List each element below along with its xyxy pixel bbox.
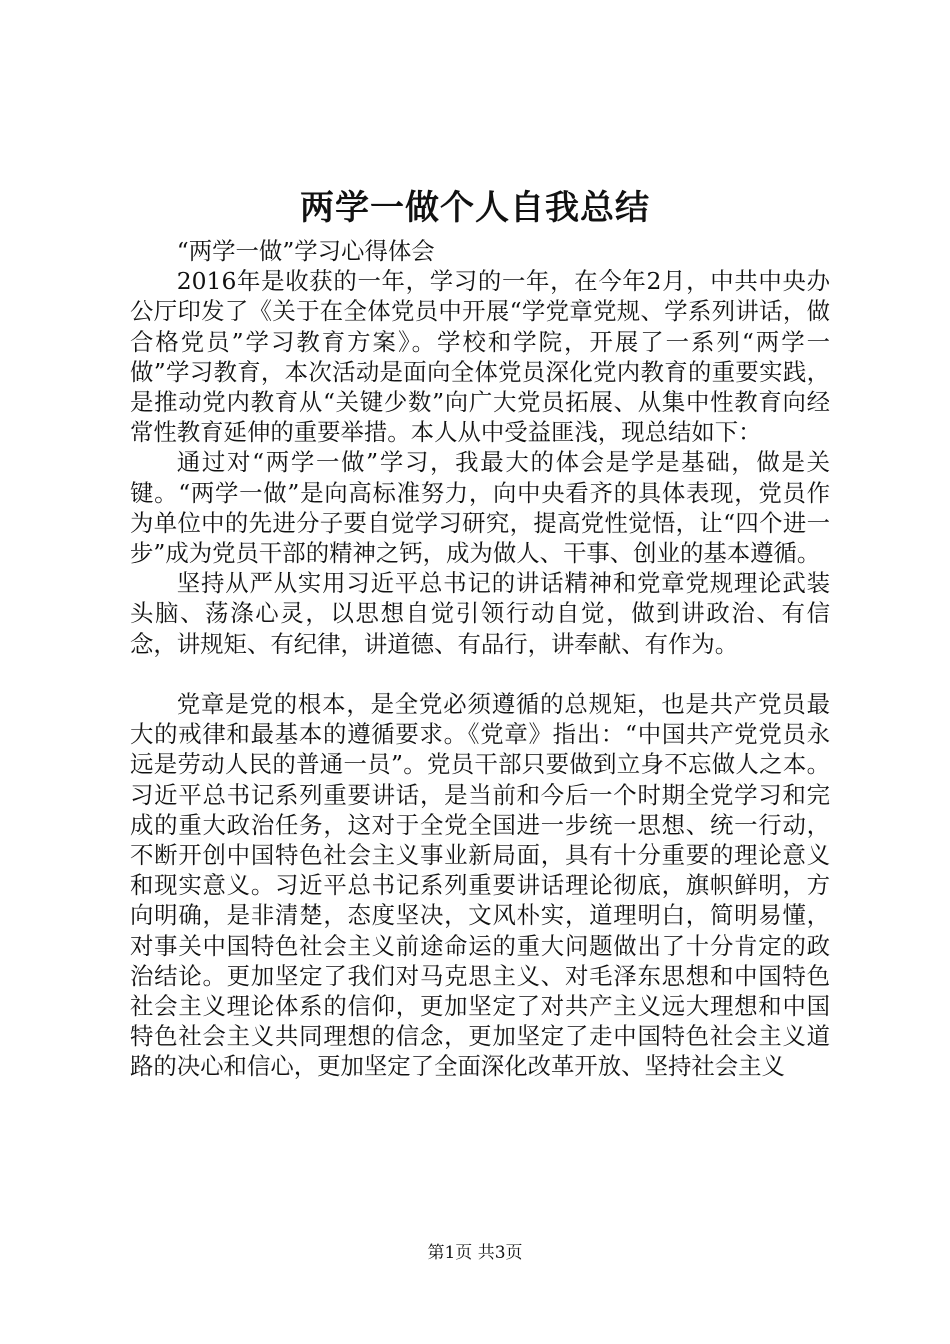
subtitle-paragraph: “两学一做”学习心得体会 xyxy=(176,237,435,265)
paragraph-spacer xyxy=(130,659,830,689)
body-paragraph-2: 通过对“两学一做”学习，我最大的体会是学是基础，做是关键。“两学一做”是向高标准努力，向中央看齐的具体表现，党员作为单位中的先进分子要自觉学习研究，提高党性觉悟，让“四个进一步”成为党员干部的精神之钙，成为做人、干事、创业的基本遵循。 xyxy=(130,448,830,568)
document-title: 两学一做个人自我总结 xyxy=(300,188,650,228)
page-footer: 第1页 共3页 xyxy=(427,1243,523,1263)
document-body xyxy=(130,236,830,1082)
body-paragraph-4: 党章是党的根本，是全党必须遵循的总规矩，也是共产党员最大的戒律和最基本的遵循要求。《党章》指出：“中国共产党党员永远是劳动人民的普通一员”。党员干部只要做到立身不忘做人之本。习近平总书记系列重要讲话，是当前和今后一个时期全党学习和完成的重大政治任务，这对于全党全国进一步统一思想、统一行动，不断开创中国特色社会主义事业新局面，具有十分重要的理论意义和现实意义。习近平总书记系列重要讲话理论彻底，旗帜鲜明，方向明确，是非清楚，态度坚决，文风朴实，道理明白，简明易懂，对事关中国特色社会主义前途命运的重大问题做出了十分肯定的政治结论。更加坚定了我们对马克思主义、对毛泽东思想和中国特色社会主义理论体系的信仰，更加坚定了对共产主义远大理想和中国特色社会主义共同理想的信念，更加坚定了走中国特色社会主义道路的决心和信心，更加坚定了全面深化改革开放、坚持社会主义 xyxy=(130,690,830,1081)
body-paragraph-3: 坚持从严从实用习近平总书记的讲话精神和党章党规理论武装头脑、荡涤心灵，以思想自觉引领行动自觉，做到讲政治、有信念，讲规矩、有纪律，讲道德、有品行，讲奉献、有作为。 xyxy=(130,569,830,658)
body-paragraph-1: 2016年是收获的一年，学习的一年，在今年2月，中共中央办公厅印发了《关于在全体党员中开展“学党章党规、学系列讲话，做合格党员”学习教育方案》。学校和学院，开展了一系列“两学一做”学习教育，本次活动是面向全体党员深化党内教育的重要实践，是推动党内教育从“关键少数”向广大党员拓展、从集中性教育向经常性教育延伸的重要举措。本人从中受益匪浅，现总结如下： xyxy=(130,267,830,447)
